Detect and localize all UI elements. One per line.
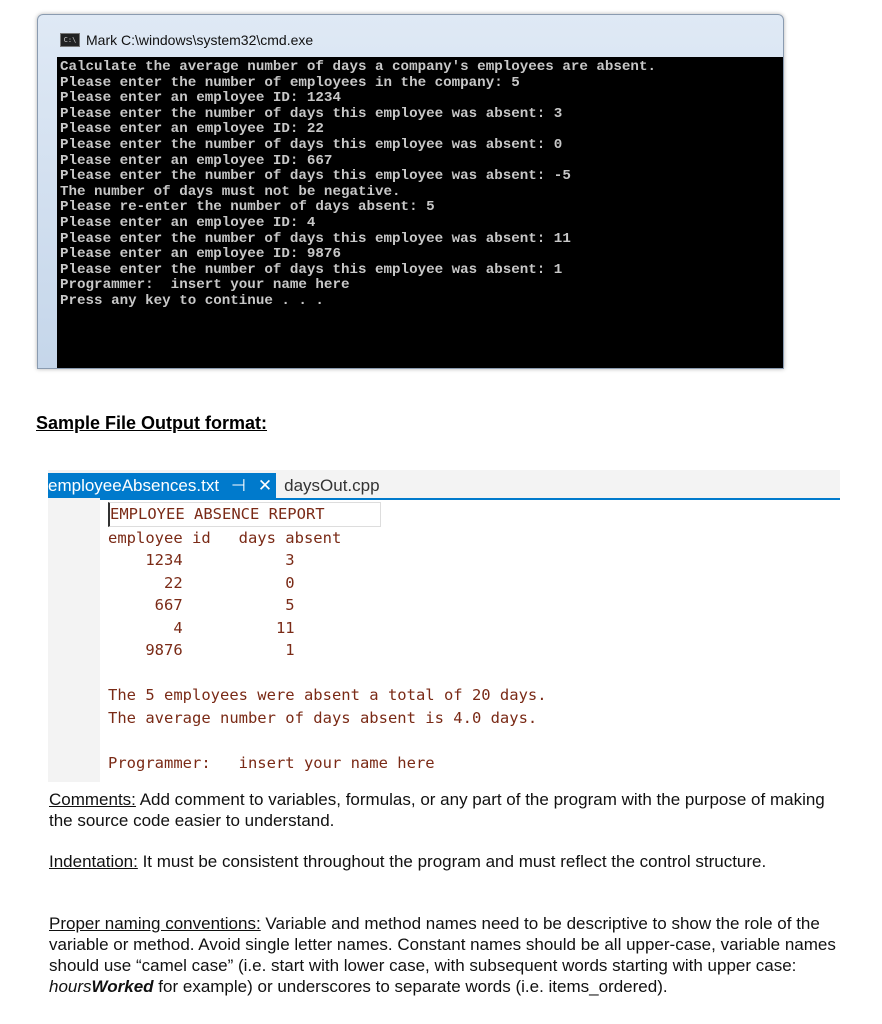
section-heading: Sample File Output format:	[36, 413, 268, 433]
report-line: 4 11	[108, 618, 295, 637]
console-line: The number of days must not be negative.	[60, 183, 401, 200]
report-line: The 5 employees were absent a total of 20 days.	[108, 686, 547, 704]
naming-label: Proper naming conventions:	[49, 914, 261, 933]
report-line: 9876 1	[108, 641, 295, 659]
console-line: Please enter the number of employees in the company: 5	[60, 74, 520, 91]
report-line: The average number of days absent is 4.0 days.	[108, 708, 538, 727]
indentation-text: It must be consistent throughout the program and must reflect the control structure.	[137, 852, 767, 871]
comments-paragraph	[49, 789, 849, 831]
report-title: EMPLOYEE ABSENCE REPORT	[108, 502, 381, 527]
tab-label: employeeAbsences.txt	[48, 476, 220, 495]
example-hours: hours	[49, 977, 92, 996]
close-icon[interactable]: ✕	[257, 476, 273, 495]
naming-paragraph	[49, 913, 849, 997]
window-title: Mark C:\windows\system32\cmd.exe	[86, 32, 314, 48]
console-line: Please re-enter the number of days absent: 5	[60, 199, 435, 216]
console-line: Please enter an employee ID: 22	[60, 121, 324, 138]
report-line: 1234 3	[108, 551, 295, 569]
console-line: Please enter the number of days this employee was absent: 0	[60, 136, 563, 153]
cmd-window	[37, 14, 784, 369]
console-line: Please enter the number of days this employee was absent: 11	[60, 230, 571, 247]
console-output	[57, 57, 783, 368]
comments-label: Comments:	[49, 790, 136, 809]
editor-panel	[48, 470, 840, 782]
tab-days-out[interactable]: daysOut.cpp	[284, 476, 380, 495]
console-line: Please enter the number of days this employee was absent: 3	[60, 105, 563, 122]
cmd-icon: C:\	[60, 33, 80, 47]
console-line: Please enter an employee ID: 4	[60, 214, 316, 231]
report-line: 667 5	[108, 596, 295, 614]
indentation-paragraph	[49, 851, 849, 872]
console-line: Please enter the number of days this employee was absent: -5	[60, 168, 571, 185]
indentation-label: Indentation:	[49, 852, 138, 871]
report-line: employee id days absent	[108, 528, 342, 547]
console-line: Please enter an employee ID: 9876	[60, 246, 341, 263]
example-worked: Worked	[91, 977, 154, 996]
comments-text: Add comment to variables, formulas, or any part of the program with the purpose of making the source code easier to understand.	[49, 790, 825, 830]
console-line: Calculate the average number of days a company's employees are absent.	[60, 59, 656, 75]
report-line: Programmer: insert your name here	[108, 753, 435, 772]
naming-text-end: for example) or underscores to separate words (i.e. items_ordered).	[153, 977, 668, 996]
console-line: Please enter an employee ID: 1234	[60, 90, 341, 107]
console-line: Programmer: insert your name here	[60, 277, 350, 294]
report-line: 22 0	[108, 573, 295, 592]
tab-employee-absences[interactable]	[48, 473, 276, 498]
console-line: Please enter an employee ID: 667	[60, 152, 333, 169]
naming-text: Variable and method names need to be descriptive to show the role of the variable or method. Avoid single letter names. Constant names should be all upper-case, variable names should use “camel case” (i.e. start with lower case, with subsequent words starting with upper case:	[49, 914, 836, 975]
editor-text-area[interactable]	[100, 498, 840, 782]
console-line: Press any key to continue . . .	[60, 292, 324, 309]
console-line: Please enter the number of days this employee was absent: 1	[60, 261, 563, 278]
pin-icon[interactable]: ⊣	[231, 476, 246, 495]
report-line	[108, 662, 547, 685]
report-line	[108, 729, 547, 752]
window-title-bar	[60, 32, 313, 48]
